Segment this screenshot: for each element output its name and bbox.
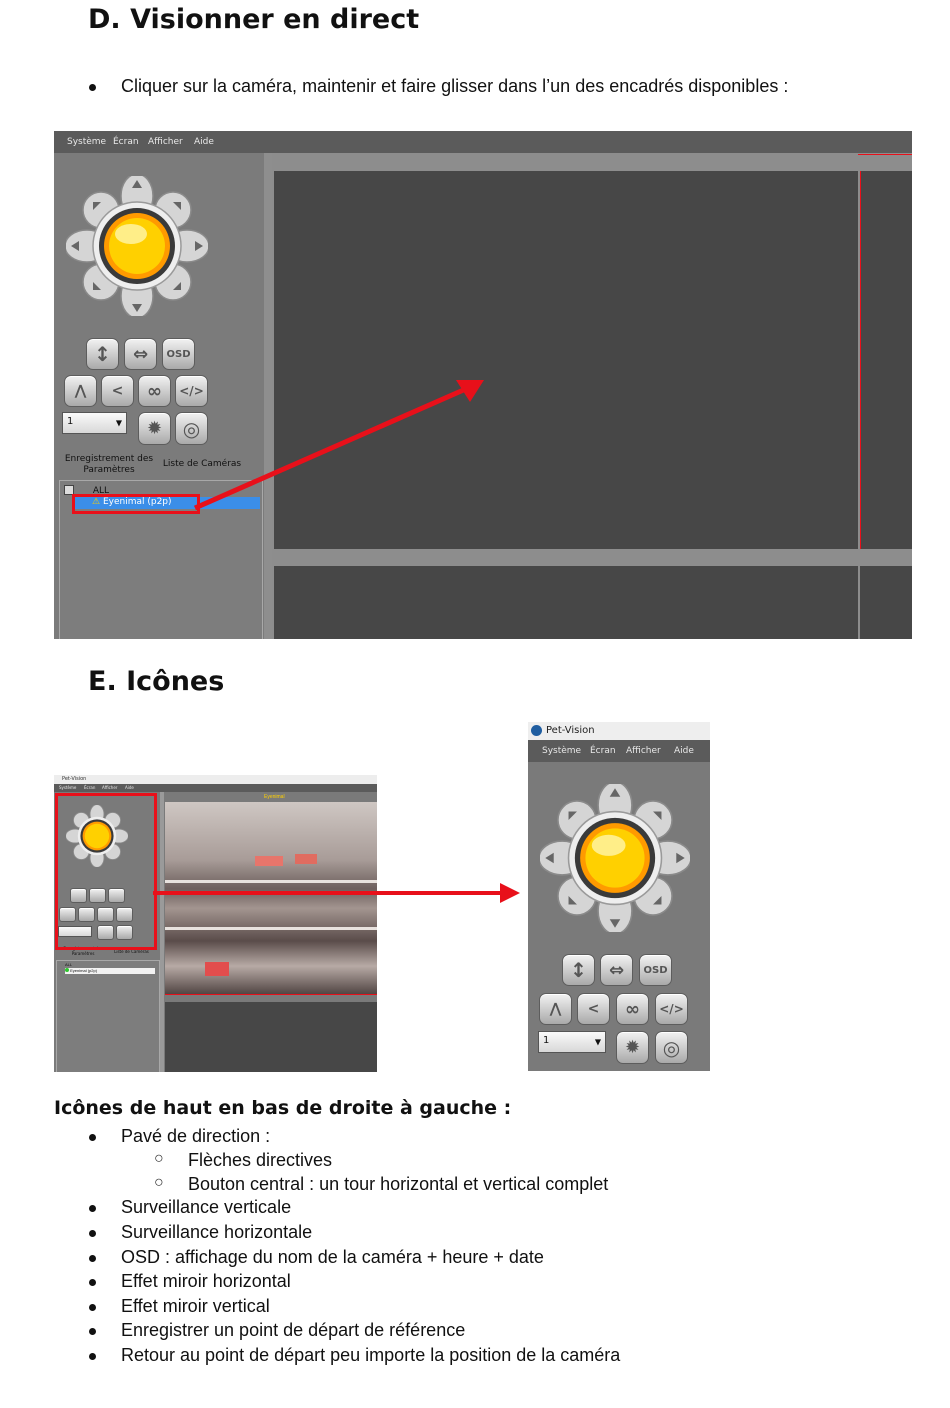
bullet-icon: [89, 1230, 96, 1237]
bullet-icon: [89, 1353, 96, 1360]
overview-tree-camera-label: Eyenimal (p2p): [70, 968, 98, 973]
zoom-preset-select-value: 1: [543, 1035, 550, 1046]
bullet-icon: [89, 1134, 96, 1141]
bullet-icon: [89, 1255, 96, 1262]
circle-bullet-icon: ○: [154, 1150, 164, 1167]
zoom-direction-pad-icon[interactable]: [540, 784, 690, 932]
zoom-go-home-button[interactable]: ◎: [655, 1031, 688, 1064]
list-item: Retour au point de départ peu importe la position de la caméra: [121, 1345, 621, 1365]
zoom-preset-select[interactable]: [538, 1031, 606, 1053]
set-home-button[interactable]: ✹: [138, 412, 171, 445]
zoom-horizontal-patrol-button[interactable]: ⇔: [600, 954, 633, 986]
zoom-osd-button[interactable]: [639, 954, 672, 986]
menu-aide[interactable]: Aide: [194, 137, 214, 147]
chevron-down-icon: ▼: [115, 418, 122, 428]
overview-record-label: Enregistrement des Paramètres: [63, 946, 103, 956]
mirror-vertical-button[interactable]: <: [101, 375, 134, 407]
zoom-mirror-vertical-button[interactable]: <: [577, 993, 610, 1025]
overview-menu-ecran[interactable]: Écran: [84, 785, 96, 790]
section-d-title: D. Visionner en direct: [88, 4, 420, 35]
zoom-title-bar: [528, 722, 710, 740]
warning-icon: ⚠: [92, 497, 101, 507]
zoom-code-button[interactable]: </>: [655, 993, 688, 1025]
list-item: Effet miroir horizontal: [121, 1271, 291, 1291]
circle-bullet-icon: ○: [154, 1174, 164, 1191]
infinity-button[interactable]: ∞: [138, 375, 171, 407]
control-panel-zoom: [528, 722, 710, 1071]
zoom-mirror-horizontal-button[interactable]: ⋀: [539, 993, 572, 1025]
go-home-button[interactable]: ◎: [175, 412, 208, 445]
tree-camera-label: Eyenimal (p2p): [102, 497, 172, 507]
bullet-icon: [89, 1328, 96, 1335]
list-item: Effet miroir vertical: [121, 1296, 270, 1316]
horizontal-patrol-button[interactable]: ⇔: [124, 338, 157, 370]
zoom-window-title: Pet-Vision: [546, 725, 595, 736]
zoom-menu-bar: [528, 740, 710, 762]
bullet-icon: [89, 1205, 96, 1212]
overview-menu-afficher[interactable]: Afficher: [102, 785, 118, 790]
zoom-vertical-patrol-button[interactable]: ↕: [562, 954, 595, 986]
bullet-icon: [89, 1279, 96, 1286]
zoom-menu-aide[interactable]: Aide: [674, 746, 694, 756]
overview-tree-root: ALL: [65, 962, 73, 967]
menu-systeme[interactable]: Système: [67, 137, 107, 147]
zoom-set-home-button[interactable]: ✹: [616, 1031, 649, 1064]
overview-menu-systeme[interactable]: Système: [59, 785, 77, 790]
sub-list-item: Bouton central : un tour horizontal et vertical complet: [188, 1174, 609, 1194]
list-item: OSD : affichage du nom de la caméra + heure + date: [121, 1247, 544, 1267]
sub-list-item: Flèches directives: [188, 1150, 333, 1170]
section-e-title: E. Icônes: [88, 666, 225, 697]
video-overlay-label: Eyenimal: [264, 794, 285, 800]
camera-list-label[interactable]: Liste de Caméras: [162, 459, 242, 469]
overview-camera-list-label: Liste de Caméras: [114, 949, 149, 954]
section-d-instruction: Cliquer sur la caméra, maintenir et faire glisser dans l’un des encadrés disponibles :: [121, 76, 789, 96]
vertical-patrol-button[interactable]: ↕: [86, 338, 119, 370]
list-item: Surveillance verticale: [121, 1197, 292, 1217]
zoom-chevron-down-icon: ▼: [594, 1037, 601, 1047]
mirror-horizontal-button[interactable]: ⋀: [64, 375, 97, 407]
overview-menu-aide[interactable]: Aide: [125, 785, 134, 790]
list-item: Enregistrer un point de départ de référence: [121, 1320, 466, 1340]
record-settings-label[interactable]: Enregistrement des Paramètres: [64, 454, 154, 475]
code-button[interactable]: </>: [175, 375, 208, 407]
zoom-infinity-button[interactable]: ∞: [616, 993, 649, 1025]
app-logo-icon: [531, 725, 542, 736]
preset-select-value: 1: [67, 416, 74, 427]
zoom-menu-afficher[interactable]: Afficher: [626, 746, 661, 756]
menu-afficher[interactable]: Afficher: [148, 137, 183, 147]
overview-window-title: Pet-Vision: [62, 776, 87, 782]
tree-root-label: ALL: [92, 485, 110, 496]
icons-list-heading: Icônes de haut en bas de droite à gauche :: [54, 1097, 512, 1119]
zoom-osd-label: OSD: [643, 964, 668, 976]
menu-ecran[interactable]: Écran: [113, 137, 139, 147]
osd-label: OSD: [166, 348, 191, 360]
bullet-icon: [89, 1304, 96, 1311]
list-item: Surveillance horizontale: [121, 1222, 313, 1242]
zoom-menu-ecran[interactable]: Écran: [590, 746, 616, 756]
list-item: Pavé de direction :: [121, 1126, 271, 1146]
zoom-menu-systeme[interactable]: Système: [542, 746, 582, 756]
